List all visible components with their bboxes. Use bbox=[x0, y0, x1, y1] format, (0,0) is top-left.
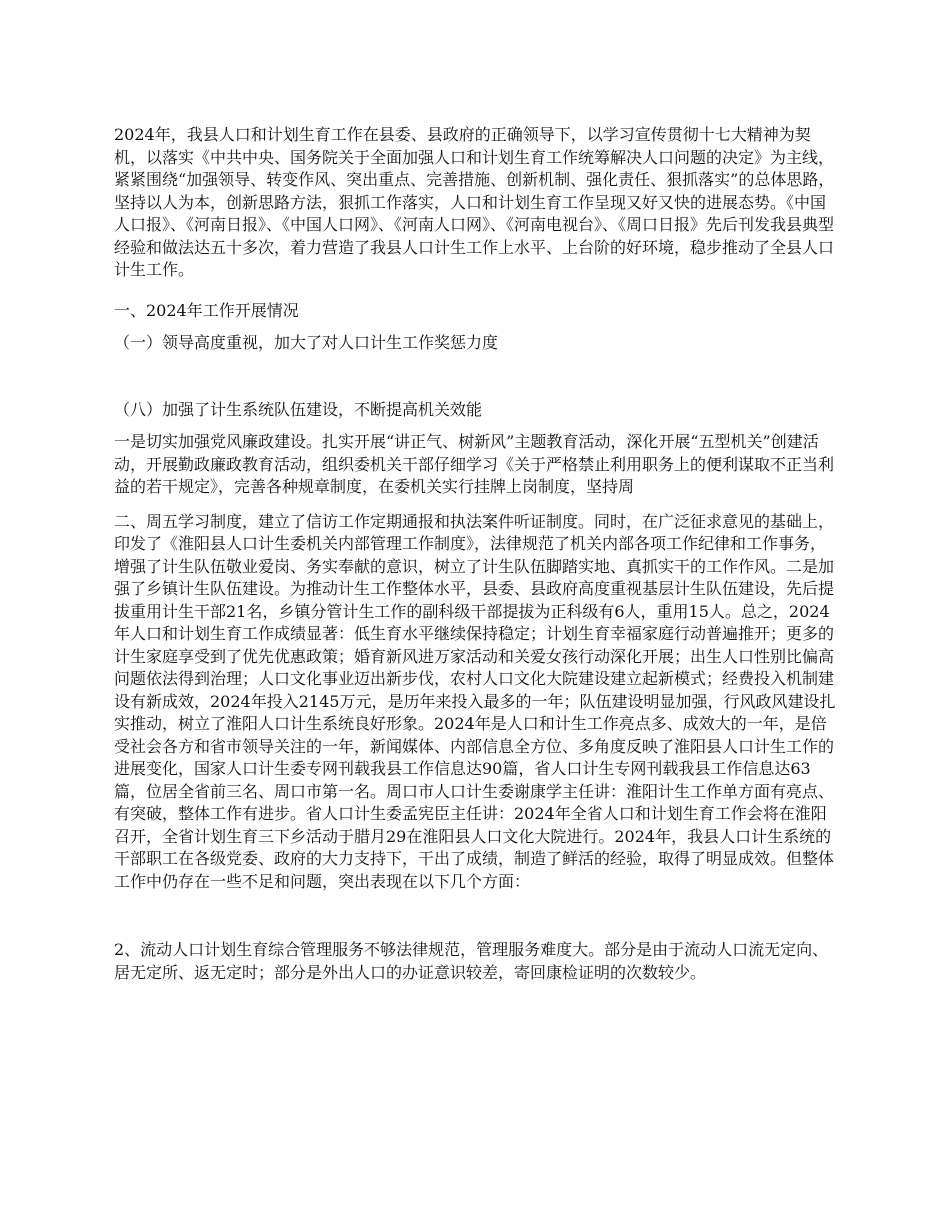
intro-paragraph: 2024年，我县人口和计划生育工作在县委、县政府的正确领导下，以学习宣传贯彻十七大精神为契机，以落实《中共中央、国务院关于全面加强人口和计划生育工作统筹解决人口问题的决定》为主线，紧紧围绕“加强领导、转变作风、突出重点、完善措施、创新机制、强化责任、狠抓落实”的总体思路，坚持以人为本，创新思路方法，狠抓工作落实，人口和计划生育工作呈现又好又快的进展态势。《中国人口报》、《河南日报》、《中国人口网》、《河南人口网》、《河南电视台》、《周口日报》先后刊发我县典型经验和做法达五十多次，着力营造了我县人口计生工作上水平、上台阶的好环境，稳步推动了全县人口计生工作。 bbox=[114, 125, 835, 279]
subsection-heading-1: （一）领导高度重视，加大了对人口计生工作奖惩力度 bbox=[114, 333, 499, 352]
subsection-heading-8: （八）加强了计生系统队伍建设，不断提高机关效能 bbox=[114, 399, 483, 419]
section-heading: 一、2024年工作开展情况 bbox=[114, 300, 299, 320]
body-paragraph-summary: 二、周五学习制度，建立了信访工作定期通报和执法案件听证制度。同时，在广泛征求意见的基础上，印发了《淮阳县人口计生委机关内部管理工作制度》，法律规范了机关内部各项工作纪律和工作事务，增强了计生队伍敬业爱岗、务实奉献的意识，树立了计生队伍脚踏实地、真抓实干的工作作风。二是加强了乡镇计生队伍建设。为推动计生工作整体水平，县委、县政府高度重视基层计生队伍建设，先后提拔重用计生干部21名，乡镇分管计生工作的副科级干部提拔为正科级有6人，重用15人。总之，2024年人口和计划生育工作成绩显著：低生育水平继续保持稳定；计划生育幸福家庭行动普遍推开；更多的计生家庭享受到了优先优惠政策；婚育新风进万家活动和关爱女孩行动深化开展；出生人口性别比偏高问题依法得到治理；人口文化事业迈出新步伐，农村人口文化大院建设建立起新模式；经费投入机制建设有新成效，2024年投入2145万元，是历年来投入最多的一年；队伍建设明显加强，行风政风建设扎实推动，树立了淮阳人口计生系统良好形象。2024年是人口和计生工作亮点多、成效大的一年，是倍受社会各方和省市领导关注的一年，新闻媒体、内部信息全方位、多角度反映了淮阳县人口计生工作的进展变化，国家人口计生委专网刊载我县工作信息达90篇，省人口计生专网刊载我县工作信息达63篇，位居全省前三名、周口市第一名。周口市人口计生委谢康学主任讲：淮阳计生工作单方面有亮点、有突破，整体工作有进步。省人口计生委孟宪臣主任讲：2024年全省人口和计划生育工作会将在淮阳召开，全省计划生育三下乡活动于腊月29在淮阳县人口文化大院进行。2024年，我县人口计生系统的干部职工在各级党委、政府的大力支持下，干出了成绩，制造了鲜活的经验，取得了明显成效。但整体工作中仍存在一些不足和问题，突出表现在以下几个方面： bbox=[114, 511, 836, 891]
body-paragraph-party-building: 一是切实加强党风廉政建设。扎实开展“讲正气、树新风”主题教育活动，深化开展“五型机关”创建活动，开展勤政廉政教育活动，组织委机关干部仔细学习《关于严格禁止利用职务上的便利谋取不正当利益的若干规定》，完善各种规章制度，在委机关实行挂牌上岗制度，坚持周 bbox=[114, 432, 835, 496]
body-paragraph-floating-population: 2、流动人口计划生育综合管理服务不够法律规范，管理服务难度大。部分是由于流动人口流无定向、居无定所、返无定时；部分是外出人口的办证意识较差，寄回康检证明的次数较少。 bbox=[114, 940, 829, 982]
document-body bbox=[114, 124, 836, 984]
